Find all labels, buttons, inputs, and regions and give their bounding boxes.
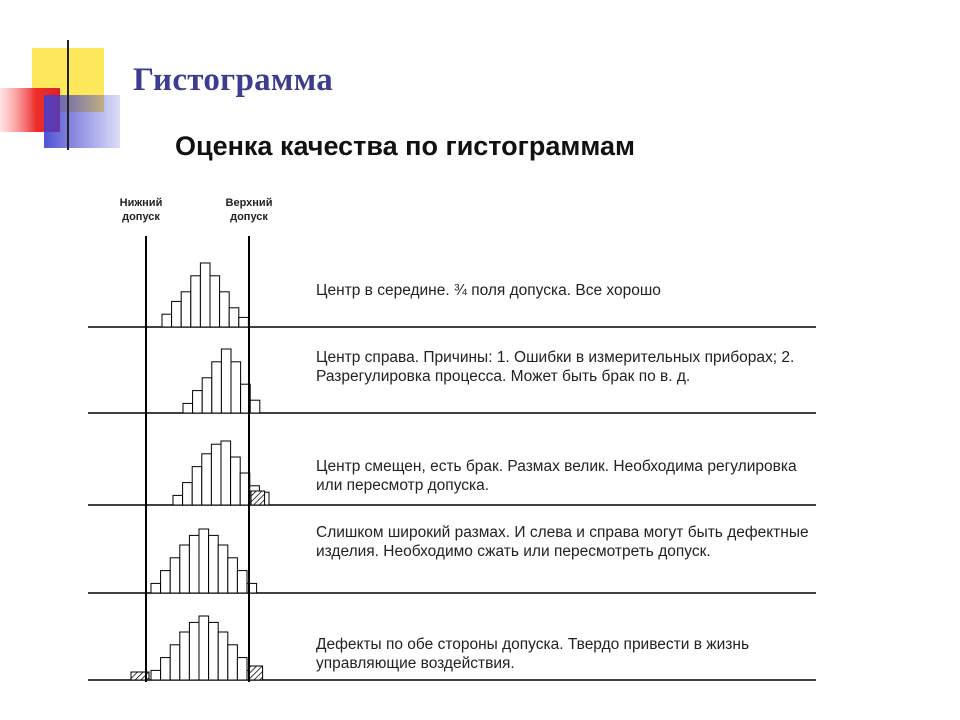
lower-tolerance-label: Нижний допуск [119, 197, 163, 223]
histogram-5-bar-8 [218, 632, 228, 680]
row-description-2: Центр справа. Причины: 1. Ошибки в измерительных приборах; 2. Разрегулировка процесса. Может быть брак по в. д. [316, 349, 795, 385]
histogram-5-bar-10 [237, 658, 247, 680]
histogram-5-bar-4 [180, 632, 190, 680]
row-description-1: Центр в середине. ¾ поля допуска. Все хорошо [316, 282, 661, 299]
histogram-2-bar-6 [231, 362, 241, 413]
histogram-1-bar-3 [181, 292, 191, 327]
histogram-4-bar-2 [161, 571, 171, 593]
histogram-4-bar-10 [237, 571, 247, 593]
slide-title: Гистограмма [133, 62, 334, 98]
histogram-3-bar-3 [192, 467, 202, 505]
histogram-1-bar-1 [162, 314, 172, 327]
histogram-3-bar-6 [221, 441, 231, 505]
histogram-1-bar-8 [229, 308, 239, 327]
histogram-4-bar-7 [209, 535, 219, 593]
histogram-3-bar-2 [183, 483, 193, 505]
histogram-2-bar-4 [212, 362, 222, 413]
histogram-2-bar-8 [250, 400, 260, 413]
histogram-1-bar-4 [191, 276, 201, 327]
histogram-1-bar-7 [220, 292, 230, 327]
histogram-2-bar-5 [221, 349, 231, 413]
deco-blue-square [44, 95, 120, 148]
histogram-5-bar-1 [151, 670, 161, 680]
histogram-5-defect-right [249, 666, 263, 680]
histogram-3-bar-7 [231, 457, 241, 505]
histogram-1-bar-5 [200, 263, 210, 327]
row-description-4: Слишком широкий размах. И слева и справа могут быть дефектные изделия. Необходимо сжать или пересмотреть допуск. [316, 524, 809, 560]
histogram-5-bar-7 [209, 622, 219, 680]
histogram-4-bar-4 [180, 545, 190, 593]
histogram-2-bar-2 [193, 391, 203, 413]
histogram-2-bar-3 [202, 378, 212, 413]
histogram-3-bar-1 [173, 495, 183, 505]
histogram-1-bar-2 [172, 301, 182, 327]
histogram-2-bar-1 [183, 403, 193, 413]
histogram-5-bar-3 [170, 645, 180, 680]
histogram-1-bar-6 [210, 276, 220, 327]
histogram-3-defect-right [251, 491, 265, 505]
histogram-5-bar-6 [199, 616, 209, 680]
histogram-4-bar-8 [218, 545, 228, 593]
histogram-4-bar-6 [199, 529, 209, 593]
histogram-4-bar-9 [228, 558, 238, 593]
histogram-5-bar-2 [161, 658, 171, 680]
histogram-1-bar-9 [239, 317, 249, 327]
row-description-5: Дефекты по обе стороны допуска. Твердо привести в жизнь управляющие воздействия. [316, 636, 750, 672]
histogram-3-bar-5 [211, 444, 221, 505]
histogram-5-bar-5 [189, 622, 199, 680]
histogram-5-bar-9 [228, 645, 238, 680]
diagram-subtitle: Оценка качества по гистограммам [175, 131, 636, 161]
histogram-4-bar-3 [170, 558, 180, 593]
upper-tolerance-label: Верхний допуск [225, 197, 273, 223]
row-description-3: Центр смещен, есть брак. Размах велик. Необходима регулировка или пересмотр допуска. [316, 458, 797, 494]
histogram-4-bar-1 [151, 583, 161, 593]
histogram-4-bar-5 [189, 535, 199, 593]
histogram-3-bar-4 [202, 454, 212, 505]
